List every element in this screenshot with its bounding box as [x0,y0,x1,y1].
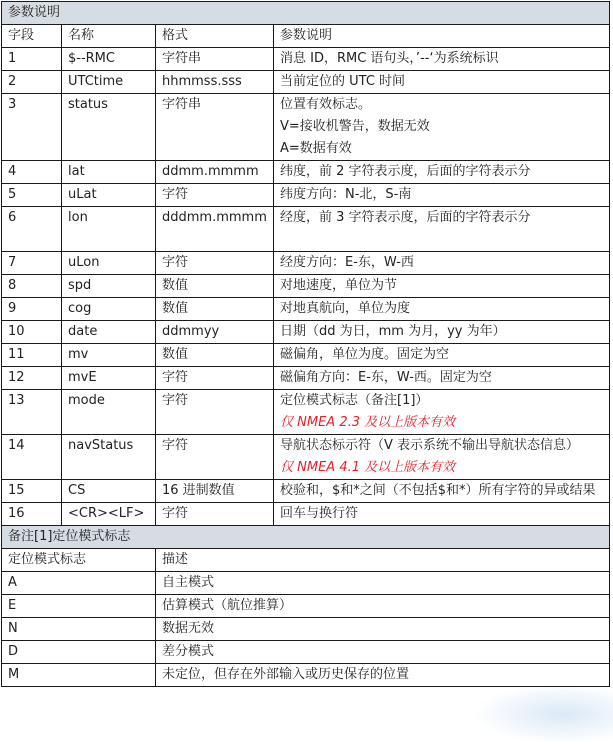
mode-desc-cell: 估算模式（航位推算） [156,595,610,618]
desc-line: 回车与换行符 [280,506,359,521]
section1-title-row [2,2,610,25]
header-format: 格式 [156,25,274,48]
format-cell: 字符 [156,390,274,435]
desc-cell [274,48,610,71]
mode-desc-cell: 未定位，但存在外部输入或历史保存的位置 [156,664,610,687]
name-cell: lon [62,207,156,252]
mode-row [2,572,610,595]
desc-line: 消息 ID，RMC 语句头，’--‘为系统标识 [280,51,499,66]
desc-line: 日期（dd 为日，mm 为月，yy 为年） [280,324,506,339]
table-row [2,367,610,390]
desc-cell [274,344,610,367]
mode-flag-cell: M [2,664,156,687]
section2-title-row [2,526,610,549]
desc-cell [274,207,610,252]
table-row [2,161,610,184]
mode-flag-cell: D [2,641,156,664]
name-cell: date [62,321,156,344]
format-cell: 字符 [156,184,274,207]
name-cell: navStatus [62,435,156,480]
desc-cell [274,71,610,94]
table-row [2,503,610,526]
field-cell: 1 [2,48,62,71]
header-description: 参数说明 [274,25,610,48]
desc-line: 纬度方向：N-北，S-南 [280,187,412,202]
field-cell: 10 [2,321,62,344]
field-cell: 14 [2,435,62,480]
desc-cell [274,503,610,526]
field-cell: 5 [2,184,62,207]
field-cell: 4 [2,161,62,184]
format-cell: ddmm.mmmm [156,161,274,184]
desc-cell [274,298,610,321]
field-cell: 15 [2,480,62,503]
format-cell: hhmmss.sss [156,71,274,94]
field-cell: 8 [2,275,62,298]
format-cell: 数值 [156,275,274,298]
version-note: 仅 NMEA 2.3 及以上版本有效 [280,415,456,430]
table-row [2,435,610,480]
desc-line: 定位模式标志（备注[1]） [280,393,429,408]
header-mode-description: 描述 [156,549,610,572]
watermark-decoration [473,684,613,744]
table-row [2,184,610,207]
desc-line: 导航状态标示符（V 表示系统不输出导航状态信息） [280,438,580,453]
table-row [2,252,610,275]
field-cell: 7 [2,252,62,275]
name-cell: status [62,94,156,161]
table-row [2,275,610,298]
table-row [2,344,610,367]
desc-cell [274,275,610,298]
name-cell: uLon [62,252,156,275]
format-cell: ddmmyy [156,321,274,344]
field-cell: 11 [2,344,62,367]
table-row [2,207,610,252]
section1-header-row [2,25,610,48]
desc-line: 磁偏角，单位为度。固定为空 [280,347,450,362]
desc-line: 校验和，$和*之间（不包括$和*）所有字符的异或结果 [280,483,596,498]
field-cell: 16 [2,503,62,526]
rmc-parameter-table [1,1,610,687]
mode-flag-cell: N [2,618,156,641]
mode-flag-cell: A [2,572,156,595]
format-cell: 数值 [156,344,274,367]
desc-line: 当前定位的 UTC 时间 [280,74,406,89]
mode-row [2,664,610,687]
name-cell: lat [62,161,156,184]
format-cell: 字符 [156,252,274,275]
field-cell: 13 [2,390,62,435]
desc-line: 经度方向：E-东，W-西 [280,255,414,270]
format-cell: 数值 [156,298,274,321]
name-cell: UTCtime [62,71,156,94]
header-mode-flag: 定位模式标志 [2,549,156,572]
mode-desc-cell: 差分模式 [156,641,610,664]
desc-cell [274,367,610,390]
header-field: 字段 [2,25,62,48]
format-cell: 16 进制数值 [156,480,274,503]
mode-flag-cell: E [2,595,156,618]
desc-cell [274,390,610,435]
field-cell: 2 [2,71,62,94]
name-cell: uLat [62,184,156,207]
header-name: 名称 [62,25,156,48]
mode-row [2,618,610,641]
section2-header-row [2,549,610,572]
format-cell: 字符串 [156,94,274,161]
name-cell: spd [62,275,156,298]
desc-cell [274,480,610,503]
name-cell: cog [62,298,156,321]
field-cell: 12 [2,367,62,390]
format-cell: 字符 [156,435,274,480]
version-note: 仅 NMEA 4.1 及以上版本有效 [280,460,456,475]
name-cell: $--RMC [62,48,156,71]
name-cell: mvE [62,367,156,390]
name-cell: mv [62,344,156,367]
desc-line: A=数据有效 [280,141,352,156]
table-row [2,390,610,435]
mode-desc-cell: 数据无效 [156,618,610,641]
desc-line: V=接收机警告，数据无效 [280,119,430,134]
mode-row [2,595,610,618]
section1-title: 参数说明 [2,2,610,25]
table-row [2,48,610,71]
desc-cell [274,252,610,275]
format-cell: 字符 [156,503,274,526]
field-cell: 6 [2,207,62,252]
desc-line: 对地速度，单位为节 [280,278,398,293]
format-cell: 字符 [156,367,274,390]
table-row [2,94,610,161]
field-cell: 9 [2,298,62,321]
format-cell: dddmm.mmmm [156,207,274,252]
desc-line: 对地真航向，单位为度 [280,301,411,316]
name-cell: <CR><LF> [62,503,156,526]
table-row [2,298,610,321]
mode-desc-cell: 自主模式 [156,572,610,595]
desc-cell [274,435,610,480]
desc-cell [274,94,610,161]
field-cell: 3 [2,94,62,161]
table-row [2,321,610,344]
name-cell: mode [62,390,156,435]
desc-cell [274,184,610,207]
desc-line: 纬度，前 2 字符表示度，后面的字符表示分 [280,164,531,179]
table-row [2,480,610,503]
desc-cell [274,161,610,184]
desc-line: 磁偏角方向：E-东，W-西。固定为空 [280,370,492,385]
section2-title: 备注[1]定位模式标志 [2,526,610,549]
name-cell: CS [62,480,156,503]
format-cell: 字符串 [156,48,274,71]
desc-cell [274,321,610,344]
desc-line: 位置有效标志。 [280,97,372,112]
table-row [2,71,610,94]
mode-row [2,641,610,664]
desc-line: 经度，前 3 字符表示度，后面的字符表示分 [280,210,531,225]
